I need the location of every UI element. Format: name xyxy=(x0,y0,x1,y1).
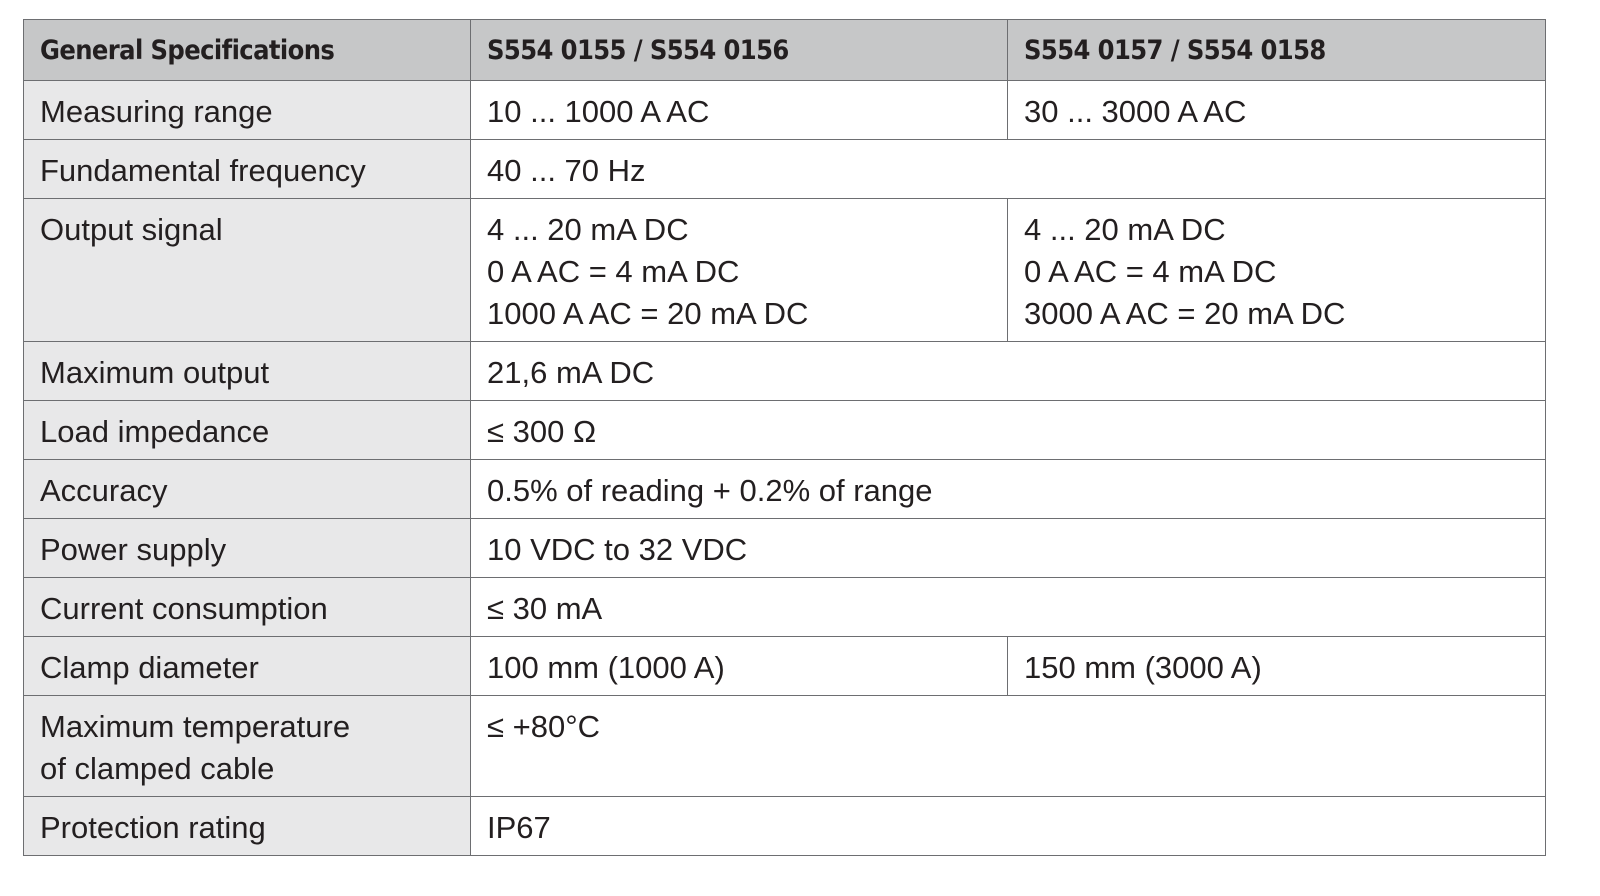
table-row-load-impedance xyxy=(24,401,1546,460)
output-signal-line: 1000 A AC = 20 mA DC xyxy=(487,296,809,331)
row-value: 10 VDC to 32 VDC xyxy=(471,519,1546,578)
row-value: ≤ 300 Ω xyxy=(471,401,1546,460)
row-label: Load impedance xyxy=(24,401,471,460)
header-model-a: S554 0155 / S554 0156 xyxy=(471,20,1008,81)
row-value: 0.5% of reading + 0.2% of range xyxy=(471,460,1546,519)
row-label: Output signal xyxy=(24,199,471,342)
row-label-line: Maximum temperature xyxy=(40,709,351,744)
row-label: Accuracy xyxy=(24,460,471,519)
table-row-measuring-range xyxy=(24,81,1546,140)
row-label: Fundamental frequency xyxy=(24,140,471,199)
header-general-specifications: General Specifications xyxy=(24,20,471,81)
row-value-model-a xyxy=(471,199,1008,342)
output-signal-line: 0 A AC = 4 mA DC xyxy=(1024,254,1277,289)
row-label: Measuring range xyxy=(24,81,471,140)
table-row-fundamental-frequency xyxy=(24,140,1546,199)
table-row-accuracy xyxy=(24,460,1546,519)
row-value-model-a: 100 mm (1000 A) xyxy=(471,637,1008,696)
row-label: Clamp diameter xyxy=(24,637,471,696)
specifications-table xyxy=(23,19,1546,856)
row-label: Power supply xyxy=(24,519,471,578)
table-row-maximum-output xyxy=(24,342,1546,401)
row-label: Current consumption xyxy=(24,578,471,637)
row-label xyxy=(24,696,471,797)
row-value: ≤ +80°C xyxy=(471,696,1546,797)
table-row-clamp-diameter xyxy=(24,637,1546,696)
row-label: Protection rating xyxy=(24,797,471,856)
row-value: IP67 xyxy=(471,797,1546,856)
table-row-output-signal xyxy=(24,199,1546,342)
row-value-model-a: 10 ... 1000 A AC xyxy=(471,81,1008,140)
row-value-model-b xyxy=(1008,199,1546,342)
row-value: 21,6 mA DC xyxy=(471,342,1546,401)
output-signal-line: 3000 A AC = 20 mA DC xyxy=(1024,296,1346,331)
row-value-model-b: 30 ... 3000 A AC xyxy=(1008,81,1546,140)
row-value-model-b: 150 mm (3000 A) xyxy=(1008,637,1546,696)
header-model-b: S554 0157 / S554 0158 xyxy=(1008,20,1546,81)
row-value: ≤ 30 mA xyxy=(471,578,1546,637)
row-value: 40 ... 70 Hz xyxy=(471,140,1546,199)
output-signal-line: 0 A AC = 4 mA DC xyxy=(487,254,740,289)
output-signal-line: 4 ... 20 mA DC xyxy=(1024,212,1226,247)
table-row-protection-rating xyxy=(24,797,1546,856)
output-signal-line: 4 ... 20 mA DC xyxy=(487,212,689,247)
table-row-maximum-temperature xyxy=(24,696,1546,797)
table-header-row xyxy=(24,20,1546,81)
row-label: Maximum output xyxy=(24,342,471,401)
table-row-current-consumption xyxy=(24,578,1546,637)
row-label-line: of clamped cable xyxy=(40,751,275,786)
table-row-power-supply xyxy=(24,519,1546,578)
